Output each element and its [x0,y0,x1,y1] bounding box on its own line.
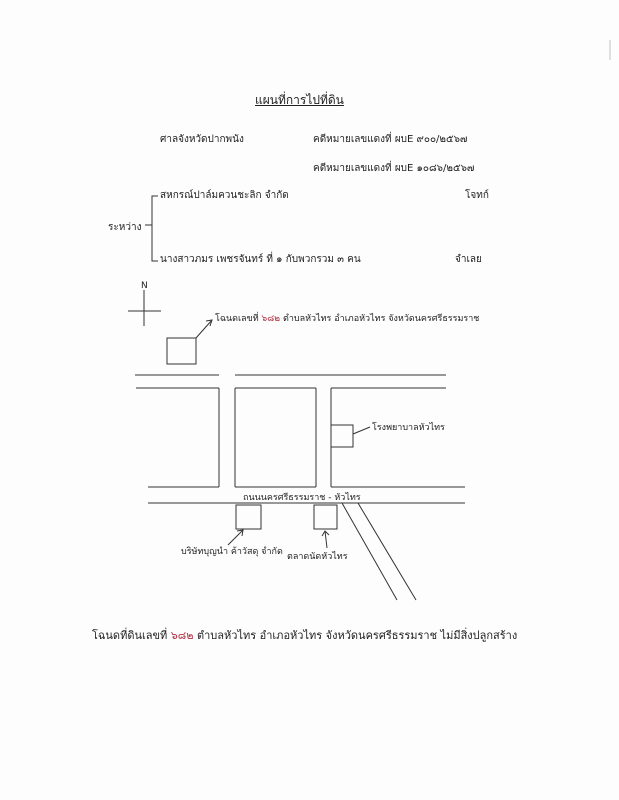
case-number-2: คดีหมายเลขแดงที่ ผบE ๑๐๘๖/๒๕๖๗ [313,163,475,174]
market-label: ตลาดนัดหัวไทร [287,552,348,562]
north-label: N [141,281,148,291]
court-name: ศาลจังหวัดปากพนัง [160,134,244,145]
company-pointer [228,530,243,545]
diagonal-road-left [342,503,397,600]
footer-note [92,630,517,642]
company-label: บริษัทบุญนำ ค้าวัสดุ จำกัด [181,547,283,557]
deed-label-prefix: โฉนดเลขที่ [215,314,259,324]
deed-label-suffix: ตำบลหัวไทร อำเภอหัวไทร จังหวัดนครศรีธรรมราช [282,314,480,324]
deed-plot-box [167,338,196,364]
defendant-role: จำเลย [455,254,482,265]
deed-pointer-arrow [196,320,212,338]
page-title: แผนที่การไปที่ดิน [255,93,344,107]
party-bracket [152,196,158,261]
footer-deed-number: ๖๘๒ [170,629,194,642]
hospital-box [331,425,353,447]
company-box [236,505,261,529]
hospital-pointer [353,427,370,434]
footer-prefix: โฉนดที่ดินเลขที่ [92,629,168,642]
deed-number: ๖๘๒ [261,314,281,324]
market-pointer [325,531,327,548]
market-box [314,505,337,529]
plaintiff-role: โจทก์ [465,190,489,201]
footer-suffix: ตำบลหัวไทร อำเภอหัวไทร จังหวัดนครศรีธรรมราช ไม่มีสิ่งปลูกสร้าง [196,629,518,642]
case-number-1: คดีหมายเลขแดงที่ ผบE ๙๐๐/๒๕๖๗ [313,134,468,145]
hospital-label: โรงพยาบาลหัวไทร [372,423,445,433]
defendant-name: นางสาวภมร เพชรจันทร์ ที่ ๑ กับพวกรวม ๓ คน [160,254,361,265]
plaintiff-name: สหกรณ์ปาล์มควนชะลิก จำกัด [160,190,289,201]
between-label: ระหว่าง [108,222,142,233]
diagonal-road-right [358,503,416,600]
road-label: ถนนนครศรีธรรมราช - หัวไทร [243,493,361,503]
deed-label [215,314,479,325]
